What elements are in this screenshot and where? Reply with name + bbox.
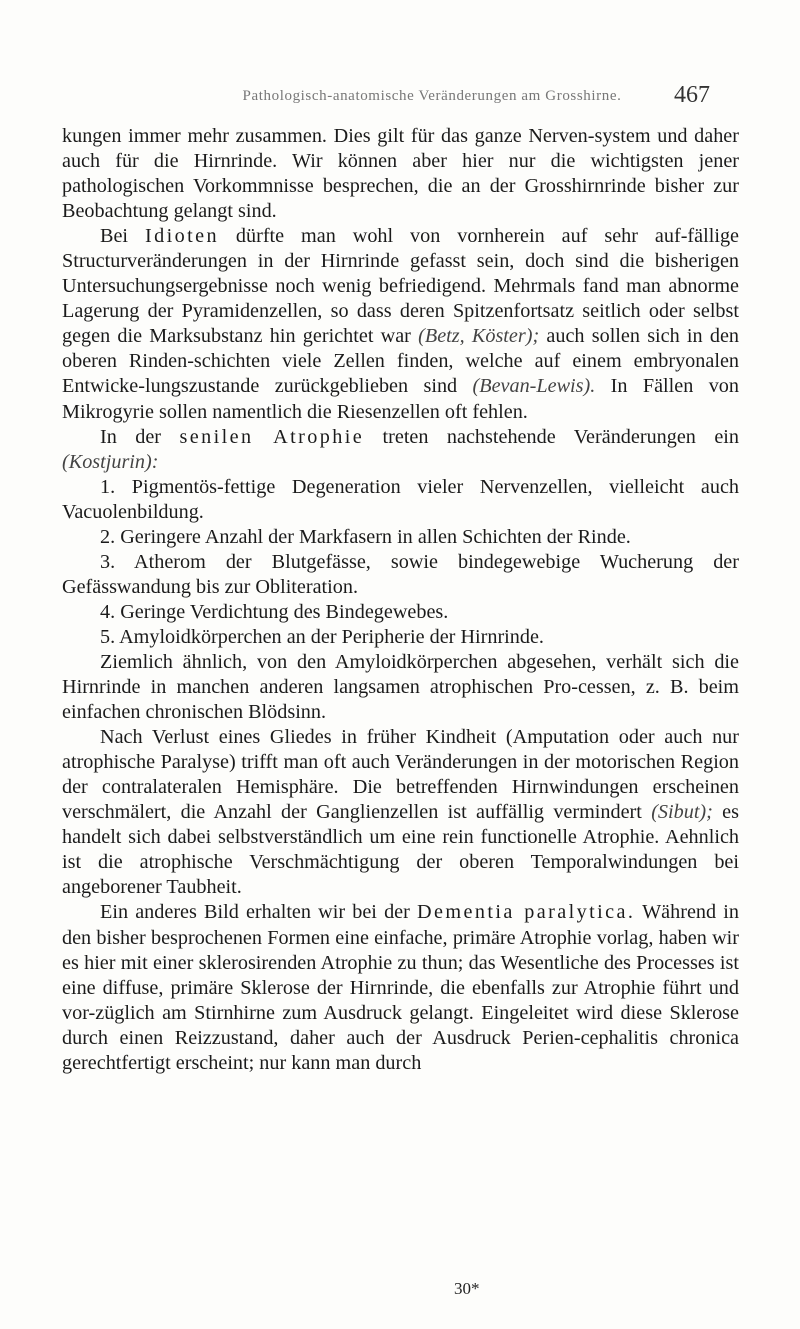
citation: (Betz, Köster); xyxy=(418,325,540,348)
list-item: 2. Geringere Anzahl der Markfasern in allen Schichten der Rinde. xyxy=(100,525,631,548)
paragraph-senile-atrophie xyxy=(62,425,739,475)
paragraph-amputation xyxy=(62,725,739,900)
paragraph-text: dürfte man wohl von vornherein auf sehr auf-fällige Structurveränderungen in der Hirnrinde gefasst sein, doch sind die bisherigen Untersuchungsergebnisse noch wenig befriedigend. Mehrmals fand man abnorme Lagerung der Pyramidenzellen, so dass deren Spitzenfortsatz seitlich oder selbst gegen die Marksubstanz hin gerichtet war xyxy=(62,225,739,348)
paragraph-dementia-paralytica xyxy=(62,900,739,1075)
citation: (Sibut); xyxy=(651,801,713,824)
paragraph-continuation: kungen immer mehr zusammen. Dies gilt für das ganze Nerven-system und daher auch für die Hirnrinde. Wir können aber hier nur die wichtigsten jener pathologischen Vorkommnisse besprechen, die an der Grosshirnrinde bisher zur Beobachtung gelangt sind. xyxy=(62,125,739,223)
paragraph-aehnlich: Ziemlich ähnlich, von den Amyloidkörperchen abgesehen, verhält sich die Hirnrinde in manchen anderen langsamen atrophischen Pro-cessen, z. B. beim einfachen chronischen Blödsinn. xyxy=(62,650,739,724)
citation: (Kostjurin): xyxy=(62,450,159,473)
paragraph-text: treten nachstehende Veränderungen ein xyxy=(364,425,739,448)
paragraph-text: Während in den bisher besprochenen Formen eine einfache, primäre Atrophie vorlag, haben wir es hier mit einer sklerosirenden Atrophie zu thun; das Wesentliche des Processes ist eine diffuse, primäre Sklerose der Hirnrinde, die ebenfalls zur Atrophie führt und vor-züglich am Stirnhirne zum Ausdruck gelangt. Eingeleitet wird diese Sklerose durch einen Reizzustand, daher auch der Ausdruck Perien-cephalitis chronica gerechtfertigt erscheint; nur kann man durch xyxy=(62,901,739,1074)
spaced-term: senilen Atrophie xyxy=(179,425,365,448)
running-title: Pathologisch-anatomische Veränderungen am Grosshirne. xyxy=(242,88,622,104)
signature-mark: 30* xyxy=(454,1279,480,1298)
spaced-term: Dementia paralytica. xyxy=(417,901,636,924)
citation: (Bevan-Lewis). xyxy=(472,375,596,398)
paragraph-lead: Ein anderes Bild erhalten wir bei der xyxy=(100,901,418,924)
paragraph-text: Nach Verlust eines Gliedes in früher Kindheit (Amputation oder auch nur atrophische Paralyse) trifft man oft auch Veränderungen in der motorischen Region der contralateralen Hemisphäre. Die betreffenden Hirnwindungen erscheinen verschmälert, die Anzahl der Ganglienzellen ist auffällig vermindert xyxy=(62,726,739,824)
list-item: 3. Atherom der Blutgefässe, sowie bindegewebige Wucherung der Gefässwandung bis zur Obliteration. xyxy=(62,550,739,598)
body-text xyxy=(62,124,739,1076)
spaced-term: Idioten xyxy=(144,225,219,248)
paragraph-idioten xyxy=(62,224,739,424)
paragraph-lead: Bei xyxy=(100,225,145,248)
list-item: 5. Amyloidkörperchen an der Peripherie der Hirnrinde. xyxy=(100,625,544,648)
list-item: 1. Pigmentös-fettige Degeneration vieler Nervenzellen, vielleicht auch Vacuolenbildung. xyxy=(62,475,739,523)
paragraph-text: es handelt sich dabei selbstverständlich um eine rein functionelle Atrophie. Aehnlich ist die atrophische Verschmächtigung der oberen Temporalwindungen bei angeborener Taubheit. xyxy=(62,801,739,899)
paragraph-lead: In der xyxy=(100,425,180,448)
page-number: 467 xyxy=(674,82,710,108)
paragraph-text: In Fällen von Mikrogyrie sollen namentlich die Riesenzellen oft fehlen. xyxy=(62,375,739,423)
paragraph-text: auch sollen sich in den oberen Rinden-schichten viele Zellen finden, welche auf einem embryonalen Entwicke-lungszustande zurückgeblieben sind xyxy=(62,325,740,398)
list-item: 4. Geringe Verdichtung des Bindegewebes. xyxy=(100,600,449,623)
